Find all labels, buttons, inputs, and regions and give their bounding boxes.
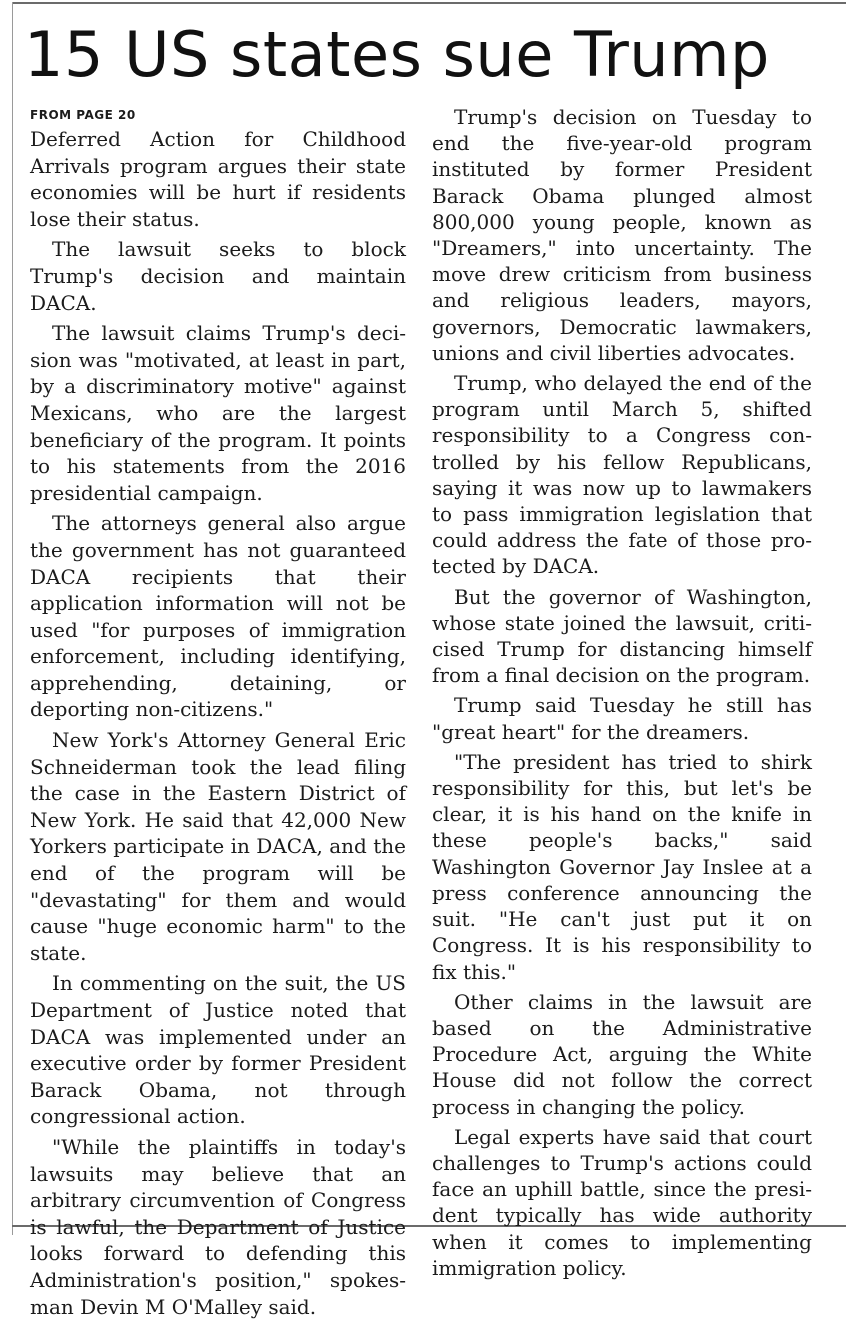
paragraph: The attorneys general also argue the government has not guaranteed DACA recipients that their application information will not be used "for purposes of immigration enforcement, including identifying, apprehending, detaining, or deporting non-citizens." xyxy=(30,511,406,722)
paragraph: Trump's decision on Tuesday to end the five-year-old program instituted by former President Barack Obama plunged almost 800,000 young people, known as "Dreamers," into uncertainty. The move drew criticism from business and religious leaders, mayors, governors, Democratic lawmakers, unions and civil liberties advocates. xyxy=(432,105,812,365)
paragraph: "While the plaintiffs in today's lawsuits may believe that an arbitrary circumvention of Congress is lawful, the Department of Justice looks forward to defending this Administration's position," spokesman Devin M O'Malley said. xyxy=(30,1134,406,1319)
left-rule xyxy=(12,2,13,1235)
paragraph: Trump, who delayed the end of the program until March 5, shifted responsibility to a Congress controlled by his fellow Republicans, saying it was now up to lawmakers to pass immigration legislation that could address the fate of those protected by DACA. xyxy=(432,371,812,579)
paragraph: The lawsuit seeks to block Trump's decision and maintain DACA. xyxy=(30,237,406,315)
paragraph: In commenting on the suit, the US Department of Justice noted that DACA was implemented under an executive order by former President Barack Obama, not through congressional action. xyxy=(30,971,406,1129)
paragraph: Deferred Action for Childhood Arrivals program argues their state economies will be hurt if residents lose their status. xyxy=(30,127,406,231)
paragraph: Trump said Tuesday he still has "great heart" for the dreamers. xyxy=(432,693,812,744)
article-column-right xyxy=(432,104,812,1285)
paragraph: "The president has tried to shirk responsibility for this, but let's be clear, it is his hand on the knife in these people's backs," said Washington Governor Jay Inslee at a press conference announcing the suit. "He can't just put it on Congress. It is his responsibility to fix this." xyxy=(432,749,812,984)
paragraph: Legal experts have said that court challenges to Trump's actions could face an uphill battle, since the president typically has wide authority when it comes to implementing immigration policy. xyxy=(432,1124,812,1280)
paragraph: New York's Attorney General Eric Schneiderman took the lead filing the case in the Eastern District of New York. He said that 42,000 New Yorkers participate in DACA, and the end of the program will be "devastating" for them and would cause "huge economic harm" to the state. xyxy=(30,728,406,965)
article-headline: 15 US states sue Trump xyxy=(24,18,770,91)
top-rule xyxy=(12,2,846,4)
paragraph: But the governor of Washington, whose state joined the lawsuit, criticised Trump for distancing himself from a final decision on the program. xyxy=(432,584,812,688)
article-column-left xyxy=(30,106,406,1324)
jump-line: FROM PAGE 20 xyxy=(30,108,136,122)
paragraph: The lawsuit claims Trump's decision was "motivated, at least in part, by a discriminatory motive" against Mexicans, who are the largest beneficiary of the program. It points to his statements from the 2016 presidential campaign. xyxy=(30,321,406,505)
paragraph: Other claims in the lawsuit are based on the Administrative Procedure Act, arguing the White House did not follow the correct process in changing the policy. xyxy=(432,989,812,1119)
